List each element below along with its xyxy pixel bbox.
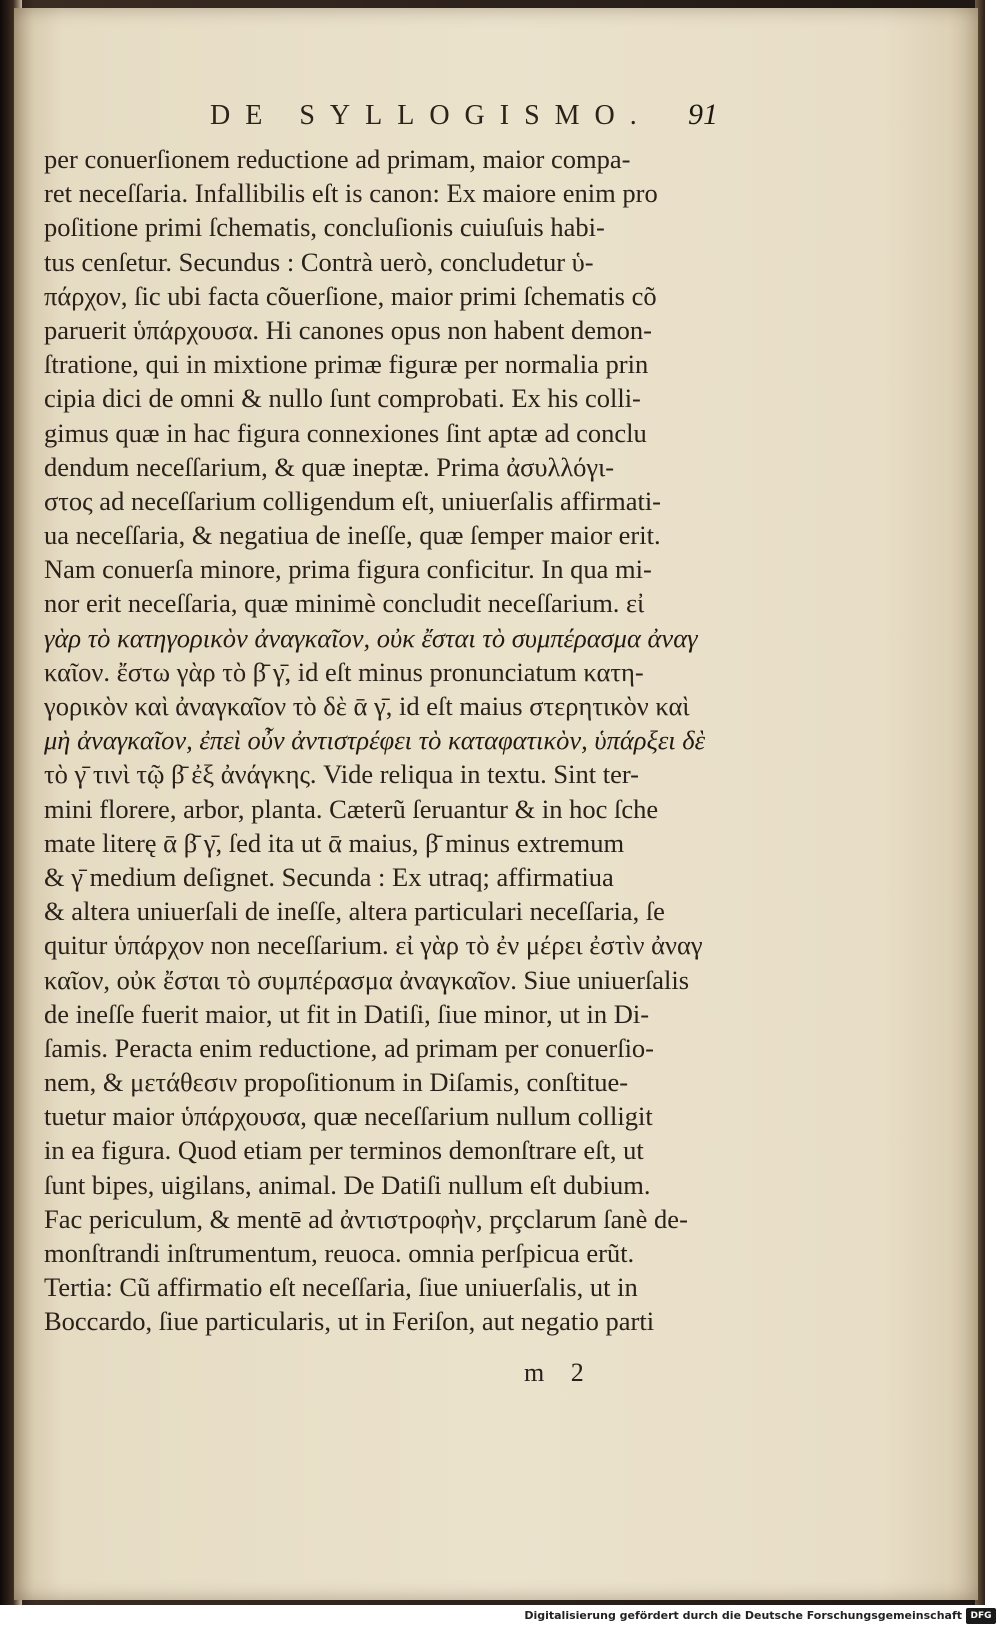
text-line: per conuerſionem reductione ad primam, maior compa- xyxy=(44,144,631,174)
text-line: καῖον. ἔστω γὰρ τὸ β̄ γ̄, id eſt minus pronunciatum κατη- xyxy=(44,656,644,687)
footer-bar xyxy=(0,1605,1000,1629)
text-line: Fac periculum, & mentē ad ἀντιστροφὴν, prçclarum ſanè de- xyxy=(44,1203,688,1234)
text-line: & γ̄ medium deſignet. Secunda : Ex utraq; affirmatiua xyxy=(44,861,614,892)
text-line-greek: μὴ ἀναγκαῖον, ἐπεὶ οὖν ἀντιστρέφει τὸ καταφατικὸν, ὑπάρξει δὲ xyxy=(44,725,706,756)
text-line: ſamis. Peracta enim reductione, ad primam per conuerſio- xyxy=(44,1032,655,1063)
text-line: γορικὸν καὶ ἀναγκαῖον τὸ δὲ ᾱ γ̄, id eſt maius στερητικὸν καὶ xyxy=(44,691,690,721)
text-line: quitur ὑπάρχον non neceſſarium. εἰ γὰρ τὸ ἐν μέρει ἐστὶν ἀναγ xyxy=(44,930,703,961)
text-line: nem, & μετάθεσιν propoſitionum in Diſamis, conſtitue- xyxy=(44,1067,629,1098)
text-line: poſitione primi ſchematis, concluſionis cuiuſuis habi- xyxy=(44,212,605,243)
signature-mark: m 2 xyxy=(524,1358,594,1387)
dfg-logo-icon: DFG xyxy=(966,1608,996,1624)
text-line: nor erit neceſſaria, quæ minimè concludit neceſſarium. εἰ xyxy=(44,588,645,619)
book-page xyxy=(14,8,978,1600)
text-line: ſunt bipes, uigilans, animal. De Datiſi nullum eſt dubium. xyxy=(44,1169,651,1200)
text-line: mate literę ᾱ β̄ γ̄, ſed ita ut ᾱ maius, β̄ minus extremum xyxy=(44,827,625,858)
text-line: tus cenſetur. Secundus : Contrà uerò, concludetur ὑ- xyxy=(44,246,594,277)
text-line: monſtrandi inſtrumentum, reuoca. omnia perſpicua erũt. xyxy=(44,1238,635,1268)
text-line: tuetur maior ὑπάρχουσα, quæ neceſſarium nullum colligit xyxy=(44,1101,653,1132)
funding-credit: Digitalisierung gefördert durch die Deutsche Forschungsgemeinschaft xyxy=(524,1609,962,1622)
text-line: ret neceſſaria. Infallibilis eſt is canon: Ex maiore enim pro xyxy=(44,178,658,209)
text-line: mini florere, arbor, planta. Cæterũ ſeruantur & in hoc ſche xyxy=(44,793,659,824)
running-head-title: DE SYLLOGISMO. xyxy=(210,100,652,131)
text-line: & altera uniuerſali de ineſſe, altera particulari neceſſaria, ſe xyxy=(44,896,665,927)
text-line: Tertia: Cũ affirmatio eſt neceſſaria, ſiue uniuerſalis, ut in xyxy=(44,1272,638,1303)
text-line: dendum neceſſarium, & quæ ineptæ. Prima ἀσυλλόγι- xyxy=(44,451,615,482)
text-line: cipia dici de omni & nullo ſunt comprobati. Ex his colli- xyxy=(44,383,641,414)
text-line: de ineſſe fuerit maior, ut fit in Datiſi, ſiue minor, ut in Di- xyxy=(44,998,650,1029)
text-line: in ea figura. Quod etiam per terminos demonſtrare eſt, ut xyxy=(44,1135,644,1166)
text-line: στος ad neceſſarium colligendum eſt, uniuerſalis affirmati- xyxy=(44,485,662,516)
running-head xyxy=(14,100,978,140)
text-line: paruerit ὑπάρχουσα. Hi canones opus non habent demon- xyxy=(44,314,652,345)
text-line: gimus quæ in hac figura connexiones ſint aptæ ad conclu xyxy=(44,417,647,448)
text-line: ſtratione, qui in mixtione primæ figuræ per normalia prin xyxy=(44,349,649,380)
text-line: Nam conuerſa minore, prima figura conficitur. In qua mi- xyxy=(44,554,652,585)
text-line-greek: γὰρ τὸ κατηγορικὸν ἀναγκαῖον, οὐκ ἔσται τὸ συμπέρασμα ἀναγ xyxy=(44,622,698,653)
text-line: πάρχον, ſic ubi facta cõuerſione, maior primi ſchematis cõ xyxy=(44,280,657,311)
page-number: 91 xyxy=(688,98,718,131)
text-line: ua neceſſaria, & negatiua de ineſſe, quæ ſemper maior erit. xyxy=(44,520,661,551)
body-text xyxy=(44,142,734,1339)
text-line: καῖον, οὐκ ἔσται τὸ συμπέρασμα ἀναγκαῖον. Siue uniuerſalis xyxy=(44,964,690,995)
text-line: Boccardo, ſiue particularis, ut in Feriſon, aut negatio parti xyxy=(44,1306,655,1337)
text-line: τὸ γ̄ τινὶ τῷ β̄ ἐξ ἀνάγκης. Vide reliqua in textu. Sint ter- xyxy=(44,759,639,790)
